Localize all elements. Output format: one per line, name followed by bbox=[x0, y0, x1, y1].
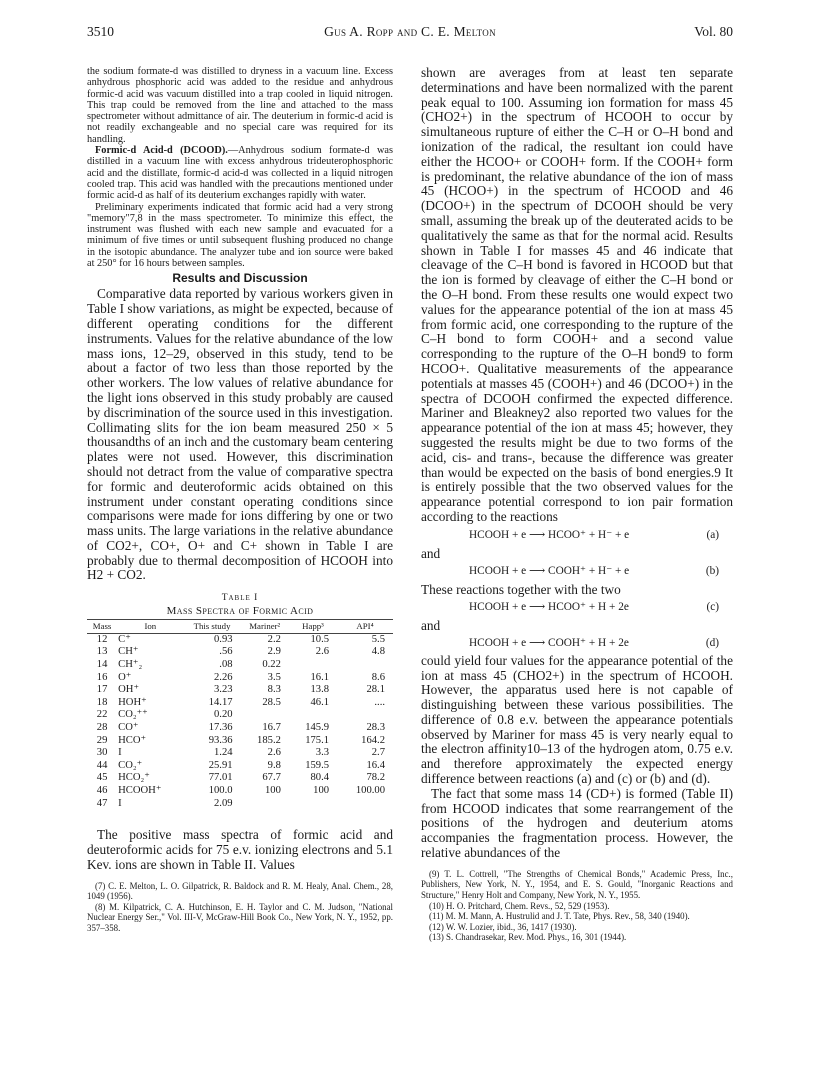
cell-this-study: 2.09 bbox=[214, 797, 233, 809]
cell-mariner: 67.7 bbox=[262, 772, 281, 784]
cell-ion: HCOOH⁺ bbox=[118, 785, 162, 796]
reaction-c-label: (c) bbox=[706, 600, 719, 613]
cell-mariner: 9.8 bbox=[267, 759, 281, 771]
cell-ion: I bbox=[118, 797, 122, 809]
cell-mass: 47 bbox=[96, 797, 108, 809]
cell-mass: 17 bbox=[96, 684, 108, 696]
footnotes-left bbox=[87, 881, 393, 934]
cell-happ: 159.5 bbox=[305, 759, 330, 771]
table-row bbox=[87, 672, 393, 685]
reaction-a-equation: HCOOH + e ⟶ HCOO⁺ + H⁻ + e bbox=[469, 528, 630, 541]
cell-this-study: .56 bbox=[219, 646, 233, 658]
paragraph-four-values: could yield four values for the appearance potential of the ion at mass 45 (CHO2+) in the spectrum of HCOOH. However, the apparatus used here is not capable of distinguishing between these various possibilities. The difference of 0.8 e.v. between the appearance potentials observed by Mariner for mass 45 is very nearly equal to the electron affinity10–13 of the hydrogen atom, 0.75 e.v. and therefore approximately the expected energy difference between reactions (a) and (c) or (b) and (d). bbox=[421, 652, 733, 787]
reaction-c bbox=[421, 600, 733, 615]
paragraph-positive-spectra: The positive mass spectra of formic acid and deuteroformic acids for 75 e.v. ionizing electrons and 5.1 Kev. ions are shown in Table II. Values bbox=[87, 827, 393, 872]
cell-mass: 13 bbox=[96, 646, 108, 658]
cell-api: 16.4 bbox=[366, 759, 385, 771]
dcood-heading: Formic-d Acid-d (DCOOD). bbox=[95, 145, 228, 157]
cell-this-study: 25.91 bbox=[208, 759, 233, 771]
running-authors: Gus A. Ropp and C. E. Melton bbox=[324, 24, 496, 39]
cell-ion: HCO⁺ bbox=[118, 734, 147, 746]
table-row bbox=[87, 798, 393, 811]
footnote-13: (13) S. Chandrasekar, Rev. Mod. Phys., 16, 301 (1944). bbox=[429, 932, 627, 943]
reaction-c-equation: HCOOH + e ⟶ HCOO⁺ + H + 2e bbox=[469, 600, 629, 613]
page-number: 3510 bbox=[87, 24, 114, 39]
reactions-together-text: These reactions together with the two bbox=[421, 581, 621, 597]
cell-api: 164.2 bbox=[361, 734, 385, 746]
cell-api: 100.00 bbox=[355, 785, 385, 796]
left-column bbox=[87, 66, 393, 934]
cell-ion: CH⁺ bbox=[118, 646, 139, 658]
header-mass: Mass bbox=[87, 620, 117, 634]
table-caption: Table I bbox=[221, 593, 259, 604]
cell-mass: 22 bbox=[96, 709, 108, 721]
right-column bbox=[421, 66, 733, 943]
cell-ion: I bbox=[118, 747, 122, 759]
cell-this-study: .08 bbox=[219, 659, 233, 671]
cell-happ: 2.6 bbox=[315, 646, 330, 658]
table-row bbox=[87, 633, 393, 646]
paragraph-dcood bbox=[87, 145, 393, 201]
reaction-b bbox=[421, 564, 733, 579]
section-heading: Results and Discussion bbox=[172, 271, 308, 286]
cell-this-study: 2.26 bbox=[214, 671, 233, 683]
table-row bbox=[87, 772, 393, 785]
reaction-b-equation: HCOOH + e ⟶ COOH⁺ + H⁻ + e bbox=[469, 564, 630, 577]
cell-this-study: 1.24 bbox=[214, 747, 233, 759]
cell-mass: 14 bbox=[96, 659, 108, 671]
cell-mass: 28 bbox=[96, 722, 108, 734]
cell-mariner: 185.2 bbox=[257, 734, 281, 746]
cell-ion: O⁺ bbox=[118, 671, 132, 683]
cell-mass: 46 bbox=[96, 785, 108, 796]
cell-mass: 29 bbox=[96, 734, 108, 746]
cell-ion: HCO₂⁺ bbox=[118, 772, 150, 784]
cell-happ bbox=[289, 709, 337, 722]
cell-api: 5.5 bbox=[371, 633, 385, 645]
cell-happ: 46.1 bbox=[310, 696, 330, 708]
footnote-7: (7) C. E. Melton, L. O. Gilpatrick, R. Baldock and R. M. Healy, Anal. Chem., 28, 1049 (1956). bbox=[87, 880, 393, 902]
table-row bbox=[87, 697, 393, 710]
header-ion: Ion bbox=[117, 620, 183, 634]
table-row bbox=[87, 684, 393, 697]
cell-mariner: 0.22 bbox=[262, 659, 281, 671]
cell-api bbox=[337, 709, 393, 722]
cell-ion: CO₂⁺ bbox=[118, 759, 143, 771]
cell-mariner: 2.6 bbox=[267, 747, 281, 759]
table-row bbox=[87, 659, 393, 672]
paragraph-results: Comparative data reported by various workers given in Table I show variations, as might be expected, because of different operating conditions for the different instruments. Values for the relative abundance of the low mass ions, 12–29, observed in this study, tend to be about a factor of two less than those reported by the other workers. The low values of relative abundance for the light ions observed in this study probably are caused by discrimination of the source used in this investigation. Collimating slits for the ion beam measured 250 × 5 thousandths of an inch and the customary beam centering plates were not used. However, this discrimination should not detract from the value of comparative spectra for formic and deuteroformic acids obtained on this instrument under constant operating conditions since comparisons were made for ions differing by one or two mass units. The large variations in the relative abundance of CO2+, CO+, O+ and C+ shown in Table I are probably due to thermal decomposition of HCOOH into H2 + CO2. bbox=[87, 286, 393, 583]
table-row bbox=[87, 722, 393, 735]
cell-mariner: 8.3 bbox=[267, 684, 281, 696]
cell-mariner bbox=[241, 798, 289, 811]
table-title: Mass Spectra of Formic Acid bbox=[166, 605, 314, 618]
cell-api: 8.6 bbox=[371, 671, 385, 683]
cell-api: 4.8 bbox=[371, 646, 385, 658]
cell-mass: 16 bbox=[96, 671, 108, 683]
cell-this-study: 14.17 bbox=[208, 696, 233, 708]
cell-this-study: 93.36 bbox=[208, 734, 233, 746]
volume-label: Vol. 80 bbox=[694, 24, 733, 39]
table-row bbox=[87, 735, 393, 748]
cell-happ: 13.8 bbox=[310, 684, 330, 696]
page-header bbox=[87, 24, 733, 44]
cell-mariner: 3.5 bbox=[267, 671, 281, 683]
header-happ: Happ³ bbox=[289, 620, 337, 634]
conjunction-and: and bbox=[421, 545, 441, 561]
cell-this-study: 3.23 bbox=[214, 684, 233, 696]
cell-mass: 12 bbox=[96, 633, 108, 645]
cell-ion: CO⁺ bbox=[118, 722, 139, 734]
cell-happ: 175.1 bbox=[305, 734, 330, 746]
cell-api: 28.1 bbox=[366, 684, 385, 696]
reaction-a bbox=[421, 528, 733, 543]
cell-mass: 45 bbox=[96, 772, 108, 784]
reaction-a-label: (a) bbox=[706, 528, 719, 541]
cell-this-study: 17.36 bbox=[208, 722, 233, 734]
cell-mass: 30 bbox=[96, 747, 108, 759]
cell-api bbox=[337, 659, 393, 672]
paragraph-procedure: the sodium formate-d was distilled to dryness in a vacuum line. Excess anhydrous phosphoric acid was added to the residue and anhydrous formic-d acid was vacuum distilled into a trap cooled in liquid nitrogen. This trap could be removed from the line and attached to the mass spectrometer without admittance of air. The deuterium in formic-d acid is not readily exchangeable and no special care was required for its handling. bbox=[87, 66, 393, 145]
cell-mariner bbox=[241, 709, 289, 722]
paragraph-continued: shown are averages from at least ten separate determinations and have been normalized with the parent peak equal to 100. Assuming ion formation for mass 45 (CHO2+) in the spectrum of HCOOH to occur by simultaneous rupture of either the C–H or O–H bond and ionization of the radical, the resultant ion could have either the HCOO+ or COOH+ form. If the COOH+ form is predominant, the relative abundance of the ion of mass 45 (HCOO+) in the spectrum of HCOOD and 46 (DCOO+) in the spectrum of DCOOH should be very small, assuming the break up of the deuterated acids to be qualitatively the same as that for the normal acid. Results shown in Table I for masses 45 and 46 indicate that cleavage of the C–H bond is favored in HCOOD but that the ion is formed by cleavage of either the C–H bond or the O–H bond. From these results one would expect two values for the appearance potential of the ion at mass 45 from formic acid, one corresponding to the rupture of the C–H bond to form COOH+ and a second value corresponding to the rupture of the O–H bond9 to form HCOO+. Qualitative measurements of the appearance potentials at masses 45 (COOH+) and 46 (DCOO+) in the spectra of DCOOH confirmed the expected difference. Mariner and Bleakney2 also reported two values for the appearance potential of the ion at mass 45; however, they suggested the results might be due to two forms of the acid, cis- and trans-, because the difference was greater than would be expected on the basis of bond energies.9 It is entirely possible that the two observed values for the appearance potential correspond to ion pair formation according to the reactions bbox=[421, 65, 733, 524]
table-row bbox=[87, 760, 393, 773]
cell-happ bbox=[289, 798, 337, 811]
cell-ion: CO₂⁺⁺ bbox=[118, 709, 148, 721]
cell-api: .... bbox=[374, 696, 385, 708]
cell-mariner: 28.5 bbox=[262, 696, 281, 708]
conjunction-and-2: and bbox=[421, 617, 441, 633]
footnote-10: (10) H. O. Pritchard, Chem. Revs., 52, 529 (1953). bbox=[429, 900, 610, 911]
table-row bbox=[87, 785, 393, 798]
cell-ion: CH⁺₂ bbox=[118, 659, 143, 671]
cell-happ: 16.1 bbox=[310, 671, 330, 683]
table-row bbox=[87, 747, 393, 760]
cell-api: 28.3 bbox=[366, 722, 385, 734]
cell-mariner: 2.9 bbox=[267, 646, 281, 658]
cell-mass: 44 bbox=[96, 759, 108, 771]
table-row bbox=[87, 646, 393, 659]
cell-mass: 18 bbox=[96, 696, 108, 708]
cell-this-study: 100.0 bbox=[208, 785, 233, 796]
cell-api: 2.7 bbox=[371, 747, 385, 759]
footnote-12: (12) W. W. Lozier, ibid., 36, 1417 (1930). bbox=[429, 921, 577, 932]
reaction-d bbox=[421, 636, 733, 651]
cell-ion: OH⁺ bbox=[118, 684, 140, 696]
cell-ion: HOH⁺ bbox=[118, 696, 147, 708]
cell-mariner: 2.2 bbox=[267, 633, 281, 645]
cell-happ: 10.5 bbox=[310, 633, 330, 645]
cell-this-study: 0.93 bbox=[214, 633, 233, 645]
table-header-row bbox=[87, 620, 393, 634]
cell-ion: C⁺ bbox=[118, 633, 131, 645]
footnote-9: (9) T. L. Cottrell, "The Strengths of Chemical Bonds," Academic Press, Inc., Publishers, New York, N. Y., 1954, and E. S. Gould, "Inorganic Reactions and Structure," Henry Holt and Company, New York, N. Y., 1955. bbox=[421, 868, 733, 901]
cell-happ: 3.3 bbox=[315, 747, 330, 759]
reaction-d-equation: HCOOH + e ⟶ COOH⁺ + H + 2e bbox=[469, 636, 629, 649]
header-api: API⁴ bbox=[337, 620, 393, 634]
paragraph-rearrangement: The fact that some mass 14 (CD+) is formed (Table II) from HCOOD indicates that some rearrangement of the positions of the hydrogen and deuterium atoms accompanies the fragmentation process. However, the relative abundances of the bbox=[421, 785, 733, 861]
cell-mariner: 100 bbox=[265, 785, 281, 796]
reaction-d-label: (d) bbox=[705, 636, 719, 649]
reaction-b-label: (b) bbox=[705, 564, 719, 577]
cell-happ: 80.4 bbox=[310, 772, 330, 784]
footnote-11: (11) M. M. Mann, A. Hustrulid and J. T. Tate, Phys. Rev., 58, 340 (1940). bbox=[429, 911, 690, 922]
table-row bbox=[87, 709, 393, 722]
cell-api bbox=[337, 798, 393, 811]
mass-spectra-table bbox=[87, 619, 393, 810]
cell-happ bbox=[289, 659, 337, 672]
cell-mariner: 16.7 bbox=[262, 722, 281, 734]
footnotes-right bbox=[421, 869, 733, 943]
cell-happ: 145.9 bbox=[305, 722, 330, 734]
header-this-study: This study bbox=[184, 620, 241, 634]
cell-happ: 100 bbox=[313, 785, 330, 796]
footnote-8: (8) M. Kilpatrick, C. A. Hutchinson, E. H. Taylor and C. M. Judson, "National Nuclear Energy Ser.," Vol. III-V, McGraw-Hill Book Co., New York, N. Y., 1952, pp. 357–358. bbox=[87, 901, 393, 933]
dcood-body: —Anhydrous sodium formate-d was distilled in a vacuum line with excess anhydrous trideuterophosphoric acid and the distillate, formic-d acid-d was collected in a liquid nitrogen cooled trap. This acid was handled with the precautions mentioned under formic acid-d as half of its deuterium exchanges rapidly with water. bbox=[87, 145, 393, 202]
cell-api: 78.2 bbox=[366, 772, 385, 784]
paragraph-preliminary: Preliminary experiments indicated that formic acid had a very strong "memory"7,8 in the mass spectrometer. To minimize this effect, the instrument was flushed with each new sample and evacuated for a minimum of five times or until subsequent flushing produced no change in the isotopic abundance. The analyzer tube and ion source were baked at 250° for 16 hours between samples. bbox=[87, 201, 393, 270]
cell-this-study: 0.20 bbox=[214, 709, 233, 721]
header-mariner: Mariner² bbox=[241, 620, 289, 634]
cell-this-study: 77.01 bbox=[208, 772, 233, 784]
